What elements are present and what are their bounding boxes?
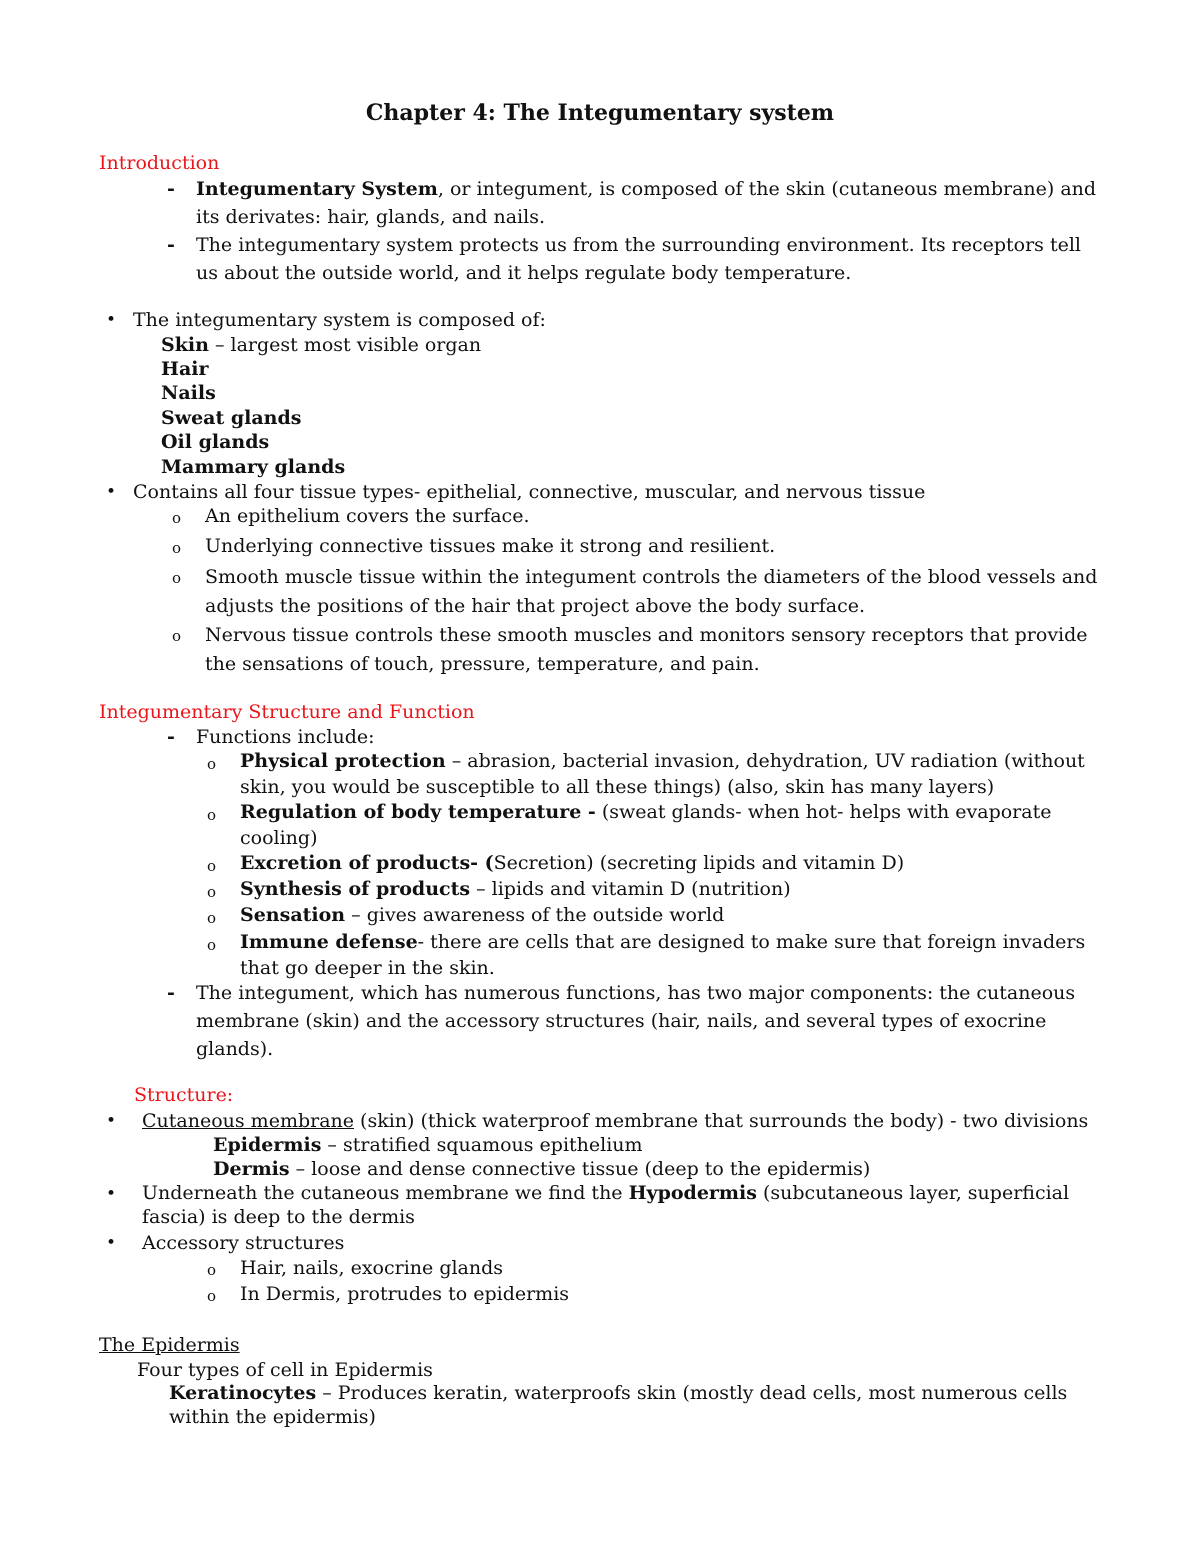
dash-bullet: - bbox=[167, 726, 175, 748]
accessory-lead: Accessory structures bbox=[142, 1232, 345, 1254]
structure-heading: Structure: bbox=[134, 1084, 234, 1106]
function-term: Synthesis of products bbox=[240, 878, 471, 900]
circle-bullet: o bbox=[207, 755, 217, 773]
accessory-item-1: Hair, nails, exocrine glands bbox=[240, 1257, 504, 1279]
tissues-lead: Contains all four tissue types- epithelial, connective, muscular, and nervous tissue bbox=[133, 481, 926, 503]
dot-bullet: • bbox=[106, 1233, 117, 1253]
hypodermis-post: (subcutaneous layer, superficial fascia) is deep to the dermis bbox=[142, 1182, 1070, 1228]
structure-function-heading: Integumentary Structure and Function bbox=[99, 701, 475, 723]
functions-lead: Functions include: bbox=[196, 726, 375, 748]
dot-bullet: • bbox=[106, 310, 117, 330]
dermis-term: Dermis bbox=[213, 1158, 290, 1180]
epidermis-text: – stratified squamous epithelium bbox=[321, 1134, 643, 1156]
tissue-item-4: Nervous tissue controls these smooth muscles and monitors sensory receptors that provide the sensations of touch, pressure, temperature, and pain. bbox=[205, 624, 1088, 675]
epidermis-lead: Four types of cell in Epidermis bbox=[137, 1359, 433, 1381]
function-sensation bbox=[240, 902, 724, 928]
circle-bullet: o bbox=[207, 909, 217, 927]
component-mammary-glands: Mammary glands bbox=[161, 456, 346, 478]
circle-bullet: o bbox=[207, 1261, 217, 1279]
function-term: Regulation of body temperature - bbox=[240, 801, 596, 823]
function-text: – abrasion, bacterial invasion, dehydration, UV radiation (without skin, you would be susceptible to all these things) (also, skin has many layers) bbox=[240, 750, 1085, 798]
keratinocytes-line bbox=[169, 1381, 1084, 1429]
hypodermis-term: Hypodermis bbox=[628, 1182, 757, 1204]
circle-bullet: o bbox=[207, 1287, 217, 1305]
dermis-line bbox=[213, 1156, 870, 1182]
function-text: (sweat glands- when hot- helps with evaporate cooling) bbox=[240, 801, 1052, 849]
dash-bullet: - bbox=[167, 234, 175, 256]
intro-item-2: The integumentary system protects us from the surrounding environment. Its receptors tell us about the outside world, and it helps regulate body temperature. bbox=[196, 234, 1081, 284]
dash-bullet: - bbox=[167, 178, 175, 200]
accessory-item-2: In Dermis, protrudes to epidermis bbox=[240, 1283, 570, 1305]
intro-heading: Introduction bbox=[99, 152, 220, 174]
intro-item-1 bbox=[196, 175, 1106, 231]
function-term: Excretion of products- ( bbox=[240, 852, 494, 874]
dermis-text: – loose and dense connective tissue (deep to the epidermis) bbox=[289, 1158, 871, 1180]
cutaneous-line bbox=[142, 1108, 1088, 1134]
functions-summary: The integument, which has numerous functions, has two major components: the cutaneous membrane (skin) and the accessory structures (hair, nails, and several types of exocrine glands). bbox=[196, 982, 1076, 1060]
hypodermis-line bbox=[142, 1181, 1077, 1229]
circle-bullet: o bbox=[172, 509, 182, 527]
epidermis-term: Epidermis bbox=[213, 1134, 322, 1156]
function-term: Sensation bbox=[240, 904, 346, 926]
function-term: Physical protection bbox=[240, 750, 446, 772]
function-text: Secretion) (secreting lipids and vitamin D) bbox=[493, 852, 905, 874]
tissue-item-1: An epithelium covers the surface. bbox=[205, 505, 530, 527]
hypodermis-pre: Underneath the cutaneous membrane we find the bbox=[142, 1182, 629, 1204]
cutaneous-term: Cutaneous membrane bbox=[142, 1110, 355, 1132]
circle-bullet: o bbox=[172, 539, 182, 557]
function-synthesis bbox=[240, 876, 791, 902]
skin-term: Skin bbox=[161, 334, 209, 356]
dot-bullet: • bbox=[106, 1111, 117, 1131]
epidermis-heading: The Epidermis bbox=[99, 1334, 240, 1356]
function-temperature-regulation bbox=[240, 799, 1105, 851]
circle-bullet: o bbox=[207, 883, 217, 901]
component-nails: Nails bbox=[161, 382, 216, 404]
epidermis-line bbox=[213, 1132, 643, 1158]
component-oil-glands: Oil glands bbox=[161, 431, 270, 453]
function-text: – lipids and vitamin D (nutrition) bbox=[470, 878, 791, 900]
intro-item-1-text: , or integument, is composed of the skin (cutaneous membrane) and its derivates: hair, glands, and nails. bbox=[196, 178, 1097, 228]
circle-bullet: o bbox=[207, 936, 217, 954]
dot-bullet: • bbox=[106, 482, 117, 502]
function-excretion bbox=[240, 850, 904, 876]
skin-line bbox=[161, 332, 481, 358]
function-term: Immune defense bbox=[240, 931, 418, 953]
composed-lead: The integumentary system is composed of: bbox=[133, 309, 546, 331]
function-physical-protection bbox=[240, 748, 1105, 800]
tissue-item-2: Underlying connective tissues make it strong and resilient. bbox=[205, 535, 776, 557]
keratinocytes-text: – Produces keratin, waterproofs skin (mostly dead cells, most numerous cells within the epidermis) bbox=[169, 1382, 1068, 1428]
circle-bullet: o bbox=[207, 857, 217, 875]
dash-bullet: - bbox=[167, 982, 175, 1004]
tissue-item-3: Smooth muscle tissue within the integument controls the diameters of the blood vessels and adjusts the positions of the hair that project above the body surface. bbox=[205, 566, 1098, 617]
function-text: – gives awareness of the outside world bbox=[345, 904, 725, 926]
cutaneous-text: (skin) (thick waterproof membrane that surrounds the body) - two divisions bbox=[354, 1110, 1089, 1132]
function-immune-defense bbox=[240, 929, 1105, 981]
page-title: Chapter 4: The Integumentary system bbox=[365, 100, 835, 126]
component-sweat-glands: Sweat glands bbox=[161, 407, 302, 429]
circle-bullet: o bbox=[172, 627, 182, 645]
dot-bullet: • bbox=[106, 1184, 117, 1204]
component-hair: Hair bbox=[161, 358, 209, 380]
function-text: - there are cells that are designed to make sure that foreign invaders that go deeper in the skin. bbox=[240, 931, 1086, 979]
keratinocytes-term: Keratinocytes bbox=[169, 1382, 317, 1404]
skin-text: – largest most visible organ bbox=[208, 334, 482, 356]
circle-bullet: o bbox=[207, 806, 217, 824]
circle-bullet: o bbox=[172, 569, 182, 587]
integumentary-system-term: Integumentary System bbox=[196, 178, 438, 200]
